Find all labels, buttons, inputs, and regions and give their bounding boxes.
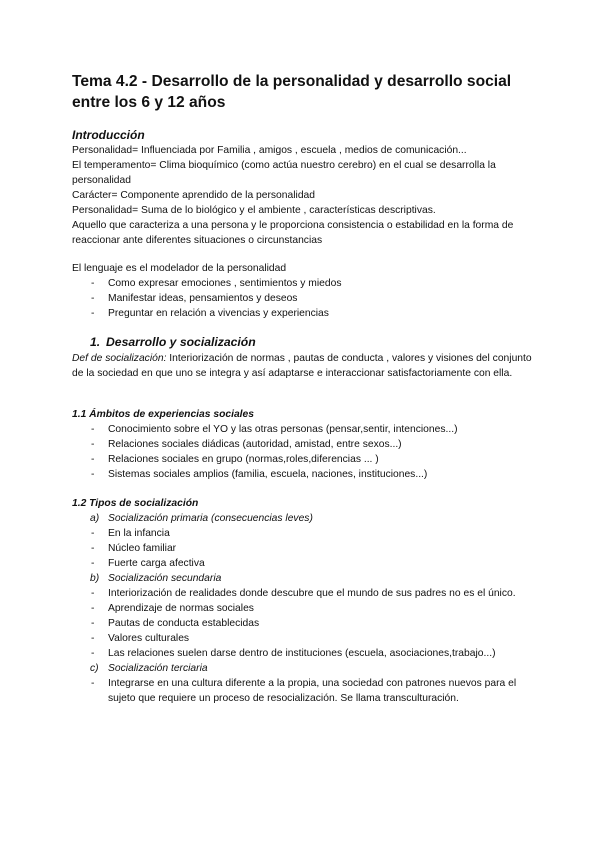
section-1-title: Desarrollo y socialización	[106, 335, 256, 349]
section-1-number: 1.	[90, 335, 101, 349]
type-tertiary-title	[72, 661, 532, 676]
intro-heading: Introducción	[72, 128, 145, 142]
list-item: - Pautas de conducta establecidas	[72, 616, 532, 631]
list-item: - Las relaciones suelen darse dentro de instituciones (escuela, asociaciones,trabajo...)	[72, 646, 532, 661]
list-item: - Como expresar emociones , sentimientos y miedos	[72, 276, 532, 291]
list-item: - Interiorización de realidades donde descubre que el mundo de sus padres no es el único.	[72, 586, 532, 601]
socialization-definition	[72, 351, 532, 381]
section-1	[72, 334, 532, 381]
type-title: Socialización primaria (consecuencias leves)	[108, 513, 313, 524]
list-item: - Aprendizaje de normas sociales	[72, 601, 532, 616]
type-primary-list	[72, 526, 532, 571]
type-label: c)	[90, 663, 99, 674]
list-item: - Preguntar en relación a vivencias y experiencias	[72, 306, 532, 321]
intro-line-personalidad: Personalidad= Influenciada por Familia , amigos , escuela , medios de comunicación...	[72, 145, 467, 156]
social-experiences-list	[72, 422, 532, 482]
list-item: - Relaciones sociales en grupo (normas,roles,diferencias ... )	[72, 452, 532, 467]
list-item: - Integrarse en una cultura diferente a la propia, una sociedad con patrones nuevos para el sujeto que requiere un proceso de resocialización. Se llama transculturación.	[72, 676, 532, 706]
section-1-heading	[72, 334, 532, 350]
type-title: Socialización terciaria	[108, 663, 208, 674]
list-item: - En la infancia	[72, 526, 532, 541]
definition-text: Interiorización de normas , pautas de conducta , valores y visiones del conjunto de la sociedad en que uno se integra y así adaptarse e interaccionar satisfactoriamente con ella.	[72, 353, 532, 379]
list-item: - Manifestar ideas, pensamientos y deseos	[72, 291, 532, 306]
type-title: Socialización secundaria	[108, 573, 222, 584]
type-label: a)	[90, 513, 100, 524]
list-item: - Valores culturales	[72, 631, 532, 646]
list-item: - Núcleo familiar	[72, 541, 532, 556]
language-list	[72, 276, 532, 321]
language-section	[72, 261, 532, 321]
section-1-2-heading: 1.2 Tipos de socialización	[72, 498, 199, 509]
intro-section	[72, 127, 532, 248]
type-secondary-title	[72, 571, 532, 586]
section-1-1-heading: 1.1 Ámbitos de experiencias sociales	[72, 409, 255, 420]
type-label: b)	[90, 573, 100, 584]
language-lead: El lenguaje es el modelador de la personalidad	[72, 263, 287, 274]
list-item: - Sistemas sociales amplios (familia, escuela, naciones, instituciones...)	[72, 467, 532, 482]
definition-label: Def de socialización:	[72, 353, 167, 364]
section-1-1	[72, 407, 532, 482]
list-item: - Relaciones sociales diádicas (autoridad, amistad, entre sexos...)	[72, 437, 532, 452]
section-1-2	[72, 496, 532, 706]
list-item: - Conocimiento sobre el YO y las otras personas (pensar,sentir, intenciones...)	[72, 422, 532, 437]
intro-line-suma: Personalidad= Suma de lo biológico y el ambiente , características descriptivas.	[72, 205, 436, 216]
intro-line-temperamento: El temperamento= Clima bioquímico (como actúa nuestro cerebro) en el cual se desarrolla la personalidad	[72, 160, 496, 186]
intro-line-caracter: Carácter= Componente aprendido de la personalidad	[72, 190, 315, 201]
list-item: - Fuerte carga afectiva	[72, 556, 532, 571]
intro-line-aquello: Aquello que caracteriza a una persona y le proporciona consistencia o estabilidad en la forma de reaccionar ante diferentes situaciones o circunstancias	[72, 220, 514, 246]
type-secondary-list	[72, 586, 532, 661]
type-primary-title	[72, 511, 532, 526]
page-title: Tema 4.2 - Desarrollo de la personalidad y desarrollo social entre los 6 y 12 años	[72, 73, 512, 111]
type-tertiary-list	[72, 676, 532, 706]
